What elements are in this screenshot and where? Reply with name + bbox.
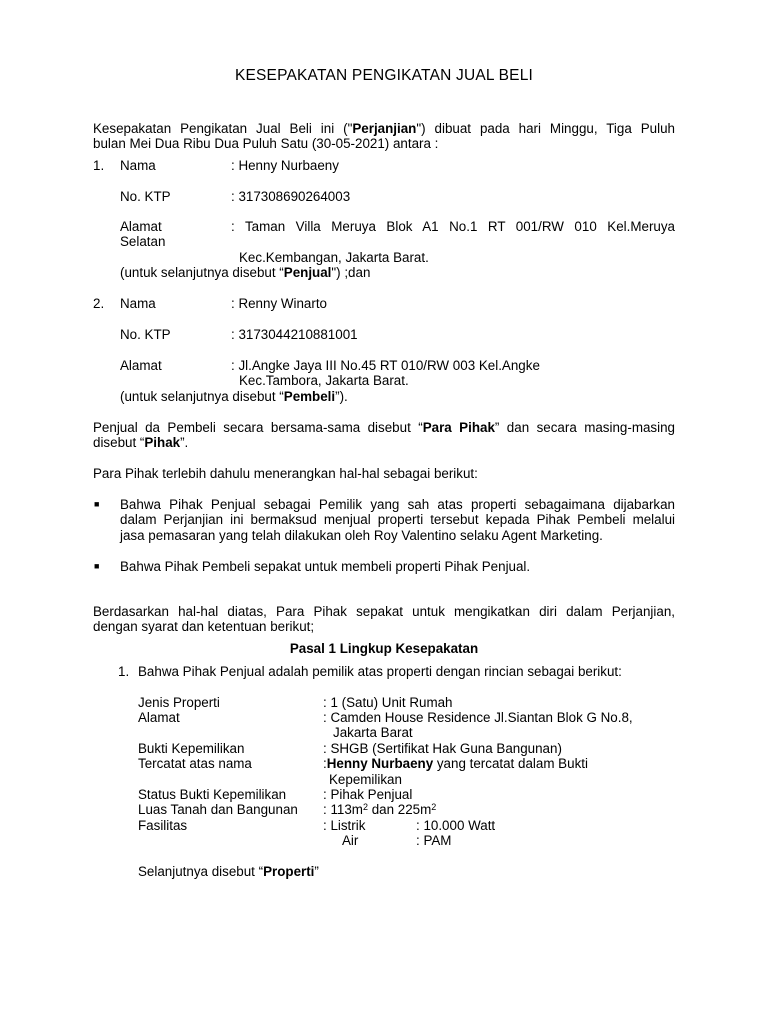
alamat-properti-value-2: Jakarta Barat — [333, 725, 413, 740]
fasilitas-label: Fasilitas — [138, 818, 188, 833]
party1-alamat-label: Alamat — [120, 219, 162, 234]
party1-ktp-label: No. KTP — [120, 189, 171, 204]
berdasarkan-line-2: dengan syarat dan ketentuan berikut; — [93, 619, 315, 634]
bullet-1-line-2: dalam Perjanjian ini bermaksud menjual properti tersebut kepada Pihak Pembeli melalui — [120, 512, 675, 527]
party1-number: 1. — [93, 158, 105, 173]
party1-nama-value: : Henny Nurbaeny — [231, 158, 339, 173]
para-pihak-line-1: Penjual da Pembeli secara bersama-sama disebut “Para Pihak” dan secara masing-masing — [93, 420, 675, 435]
berdasarkan-line-1: Berdasarkan hal-hal diatas, Para Pihak sepakat untuk mengikatkan diri dalam Perjanjian, — [93, 604, 675, 619]
jenis-properti-value: : 1 (Satu) Unit Rumah — [323, 695, 453, 710]
bullet-marker-1: ■ — [94, 499, 100, 509]
status-bukti-value: : Pihak Penjual — [323, 787, 413, 802]
party1-reference: (untuk selanjutnya disebut “Penjual") ;dan — [120, 265, 371, 280]
air-label: Air — [342, 833, 359, 848]
alamat-properti-label: Alamat — [138, 710, 180, 725]
bukti-kepemilikan-value: : SHGB (Sertifikat Hak Guna Bangunan) — [323, 741, 562, 756]
party2-alamat-label: Alamat — [120, 358, 162, 373]
party2-nama-label: Nama — [120, 296, 156, 311]
menerangkan-paragraph: Para Pihak terlebih dahulu menerangkan hal-hal sebagai berikut: — [93, 466, 478, 481]
air-value: : PAM — [416, 833, 452, 848]
intro-line-1: Kesepakatan Pengikatan Jual Beli ini ("Perjanjian") dibuat pada hari Minggu, Tiga Puluh — [93, 121, 675, 136]
luas-label: Luas Tanah dan Bangunan — [138, 802, 298, 817]
party1-alamat-line2: Kec.Kembangan, Jakarta Barat. — [239, 250, 429, 265]
party2-alamat-line2: Kec.Tambora, Jakarta Barat. — [239, 373, 409, 388]
party2-number: 2. — [93, 296, 105, 311]
intro-line-2: bulan Mei Dua Ribu Dua Puluh Satu (30-05-2021) antara : — [93, 136, 439, 151]
listrik-value: : 10.000 Watt — [416, 818, 496, 833]
bullet-1-line-1: Bahwa Pihak Penjual sebagai Pemilik yang sah atas properti sebagaimana dijabarkan — [120, 497, 675, 512]
tercatat-value-2: Kepemilikan — [329, 772, 402, 787]
party2-alamat-line1: : Jl.Angke Jaya III No.45 RT 010/RW 003 Kel.Angke — [231, 358, 540, 373]
jenis-properti-label: Jenis Properti — [138, 695, 220, 710]
bukti-kepemilikan-label: Bukti Kepemilikan — [138, 741, 245, 756]
party1-alamat-line1b: Selatan — [120, 234, 166, 249]
selanjutnya-properti: Selanjutnya disebut “Properti” — [138, 864, 319, 879]
party2-nama-value: : Renny Winarto — [231, 296, 328, 311]
tercatat-value: :Henny Nurbaeny yang tercatat dalam Bukti — [323, 756, 588, 771]
party1-ktp-value: : 317308690264003 — [231, 189, 351, 204]
party2-reference: (untuk selanjutnya disebut “Pembeli”). — [120, 389, 348, 404]
pasal1-heading: Pasal 1 Lingkup Kesepakatan — [289, 641, 479, 656]
status-bukti-label: Status Bukti Kepemilikan — [138, 787, 287, 802]
bullet-2-line-1: Bahwa Pihak Pembeli sepakat untuk membeli properti Pihak Penjual. — [120, 559, 531, 574]
party1-nama-label: Nama — [120, 158, 156, 173]
pasal1-item-number: 1. — [118, 664, 130, 679]
party2-ktp-value: : 3173044210881001 — [231, 327, 358, 342]
tercatat-label: Tercatat atas nama — [138, 756, 252, 771]
party1-alamat-line1: : Taman Villa Meruya Blok A1 No.1 RT 001/RW 010 Kel.Meruya — [231, 219, 675, 234]
bullet-1-line-3: jasa pemasaran yang telah dilakukan oleh Roy Valentino selaku Agent Marketing. — [120, 528, 603, 543]
bullet-marker-2: ■ — [94, 561, 100, 571]
party2-ktp-label: No. KTP — [120, 327, 171, 342]
luas-value: : $113m^2$ dan $225m^2$ — [323, 802, 437, 817]
alamat-properti-value-1: : Camden House Residence Jl.Siantan Blok G No.8, — [323, 710, 633, 725]
pasal1-item-text: Bahwa Pihak Penjual adalah pemilik atas properti dengan rincian sebagai berikut: — [138, 664, 622, 679]
listrik-label: : Listrik — [323, 818, 366, 833]
document-title: KESEPAKATAN PENGIKATAN JUAL BELI — [234, 67, 534, 84]
para-pihak-line-2: disebut “Pihak”. — [93, 435, 189, 450]
